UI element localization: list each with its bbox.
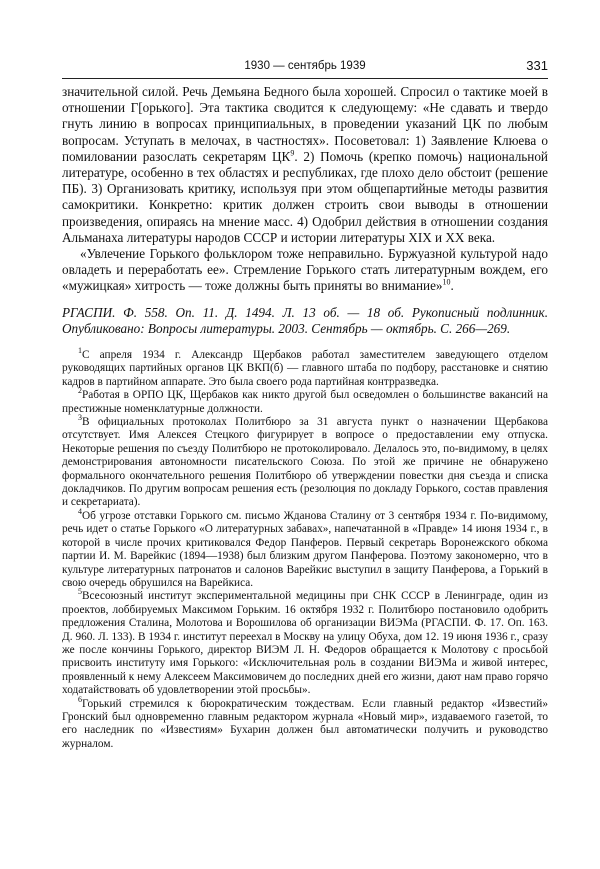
footnote (62, 346, 548, 389)
footnote-text: В официальных протоколах Политбюро за 31 августа пункт о назначении Щербакова отсутствует. Имя Алексея Стецкого фигурирует в вопросе о предоставлении ему отпуска. Некоторые решения по съезду Политбюро не протоколировало. Делалось это, по-видимому, в целях демонстрирования автономности писательского Союза. По этой же причине не обнаружено формального окончательного решения Политбюро об утверждении повестки дня съезда и списка докладчиков. По другим вопросам решения есть (резолюция по докладу Горького, состав правления и секретариата). (62, 416, 548, 509)
footnote (62, 694, 548, 752)
footnote (62, 386, 548, 416)
footnote-number: 6 (78, 694, 82, 704)
paragraph-1-text: значительной силой. Речь Демьяна Бедного была хорошей. Спросил о тактике моей в отношении Г[орького]. Эта тактика сводится к следующему: «Не сдавать и твердо гнуть линию в вопросах принципиальных, в проведении указаний ЦК по любым вопросам. Уступать в мелочах, в частностях». Посоветовал: 1) Заявление Клюева о помиловании разослать секретарям ЦК (62, 84, 548, 164)
footnote (62, 587, 548, 697)
paragraph-2-text: «Увлечение Горького фольклором тоже неправильно. Буржуазной культурой надо овладеть и переработать ее». Стремление Горького стать литературным вождем, его «мужицкая» хитрость — тоже должны быть приняты во внимание» (62, 246, 548, 294)
page-number: 331 (526, 58, 548, 73)
footnote (62, 413, 548, 510)
paragraph-2-end: . (450, 278, 454, 294)
footnotes (62, 346, 548, 751)
footnote-text: Об угрозе отставки Горького см. письмо Жданова Сталину от 3 сентября 1934 г. По-видимому, речь идет о статье Горького «О литературных забавах», напечатанной в «Правде» 14 июня 1934 г., в которой в числе прочих критиковался Федор Панферов. Первый секретарь Воронежского обкома партии И. М. Варейкис (1894—1938) был близким другом Панферова. Поэтому закономерно, что в культуре литературных патронатов и салонов Варейкис выступил в защиту Панферова, а Горький в свою очередь обрушился на Варейкиса. (62, 509, 548, 589)
footnote-text: Горький стремился к бюрократическим тождествам. Если главный редактор «Известий» Гронский был одновременно главным редактором журнала «Новый мир», издаваемого газетой, то его наследник по «Известиям» Бухарин должен был автоматически получить и руководство журналом. (62, 697, 548, 750)
paragraph-1 (62, 84, 548, 246)
footnote-ref-9: 9 (290, 148, 295, 158)
footnote-text: С апреля 1934 г. Александр Щербаков работал заместителем заведующего отделом руководящих партийных органов ЦК ВКП(б) — главного штаба по подбору, расстановке и снятию кадров в партийном аппарате. Это была своего рода партийная контрразведка. (62, 349, 548, 388)
paragraph-2 (62, 246, 548, 295)
footnote-number: 5 (78, 587, 82, 597)
running-title: 1930 — сентябрь 1939 (244, 60, 366, 72)
paragraph-1-rest: . 2) Помочь (крепко помочь) национальной литературе, особенно в тех областях и республиках, где плохо дело обстоит (решение ПБ). 3) Организовать критику, используя при этом общепартийные методы развития самокритики. Конкретно: критик должен строить свои выводы в отношении произведения, опираясь на мнение масс. 4) Одобрил действия в отношении создания Альманаха литературы народов СССР и истории литературы XIX и XX века. (62, 148, 548, 245)
footnote (62, 507, 548, 590)
footnote-number: 4 (78, 507, 82, 517)
footnote-ref-10: 10 (442, 278, 451, 288)
footnote-number: 2 (78, 386, 82, 396)
running-header (62, 56, 548, 79)
footnote-number: 3 (78, 413, 82, 423)
main-text (62, 84, 548, 337)
footnote-number: 1 (78, 346, 82, 356)
footnote-text: Работая в ОРПО ЦК, Щербаков как никто другой был осведомлен о большинстве вакансий на престижные номенклатурные должности. (62, 389, 548, 415)
archive-source-line: РГАСПИ. Ф. 558. Оп. 11. Д. 1494. Л. 13 об. — 18 об. Рукописный подлинник. Опубликовано: Вопросы литературы. 2003. Сентябрь — октябрь. С. 266—269. (62, 304, 548, 336)
footnote-text: Всесоюзный институт экспериментальной медицины при СНК СССР в Ленинграде, один из проектов, лоббируемых Максимом Горьким. 16 октября 1932 г. Политбюро постановило одобрить предложения Сталина, Молотова и Ворошилова об организации ВИЭМа (РГАСПИ. Ф. 17. Оп. 163. Д. 960. Л. 133). В 1934 г. институт переехал в Москву на улицу Обуха, дом 12. 19 июня 1936 г., сразу же после кончины Горького, директор ВИЭМ Л. Н. Федоров обращается к Молотову с просьбой присвоить институту имя Горького: «Исключительная роль в создании ВИЭМа и живой интерес, проявленный к нему Алексеем Максимовичем до последних дней его жизни, дают нам право горячо ходатайствовать об удовлетворении этой просьбы». (62, 590, 548, 697)
